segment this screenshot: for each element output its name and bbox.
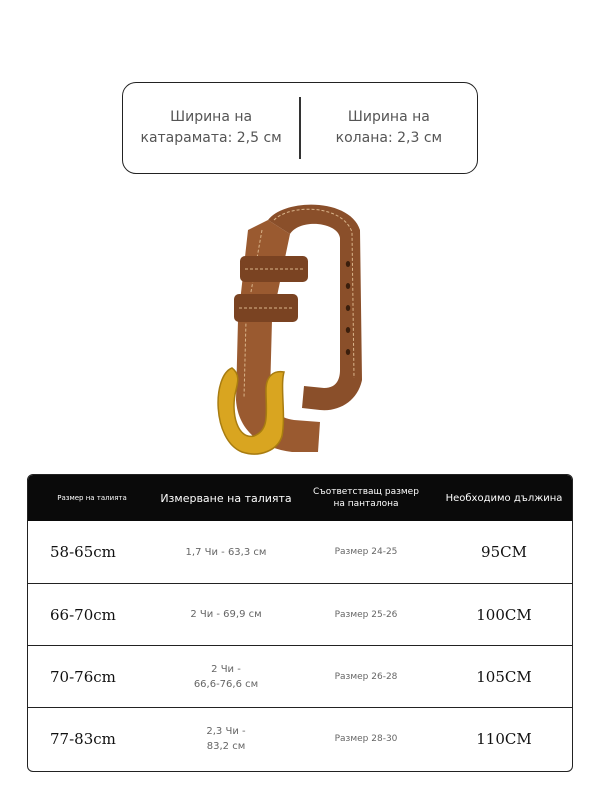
table-header — [28, 475, 572, 521]
header-waist-size: Размер на талията — [57, 494, 127, 502]
pants-cell: Размер 25-26 — [334, 609, 398, 620]
pants-cell: Размер 26-28 — [334, 671, 398, 682]
header-waist-measure: Измерване на талията — [160, 491, 292, 505]
length-cell: 95CM — [481, 543, 527, 561]
spec-box — [122, 82, 478, 174]
waist-cell: 66-70cm — [50, 605, 116, 624]
belt-width-spec: Ширина на колана: 2,3 см — [335, 109, 443, 146]
header-pants-size: Съответстващ размер на панталона — [313, 487, 419, 509]
waist-cell: 58-65cm — [50, 543, 116, 561]
belt-strap — [236, 205, 362, 452]
length-cell: 110CM — [476, 729, 532, 748]
measure-cell: 2 Чи - 69,9 см — [190, 609, 262, 620]
table-row — [28, 521, 572, 583]
length-cell: 100CM — [476, 605, 532, 624]
length-cell: 105CM — [476, 667, 532, 686]
measure-cell: 1,7 Чи - 63,3 см — [185, 546, 267, 558]
header-length: Необходимо дължина — [445, 492, 563, 504]
waist-cell: 77-83cm — [50, 729, 116, 748]
size-table — [27, 474, 573, 772]
belt-product-image — [190, 190, 410, 470]
table-row — [28, 645, 572, 707]
buckle-width-spec: Ширина на катарамата: 2,5 см — [140, 109, 282, 146]
measure-cell: 2,3 Чи - 83,2 см — [206, 725, 246, 752]
pants-cell: Размер 28-30 — [334, 733, 398, 744]
measure-cell: 2 Чи - 66,6-76,6 см — [193, 663, 259, 690]
table-row — [28, 583, 572, 645]
table-row — [28, 707, 572, 769]
pants-cell: Размер 24-25 — [334, 547, 398, 557]
waist-cell: 70-76cm — [50, 667, 116, 686]
